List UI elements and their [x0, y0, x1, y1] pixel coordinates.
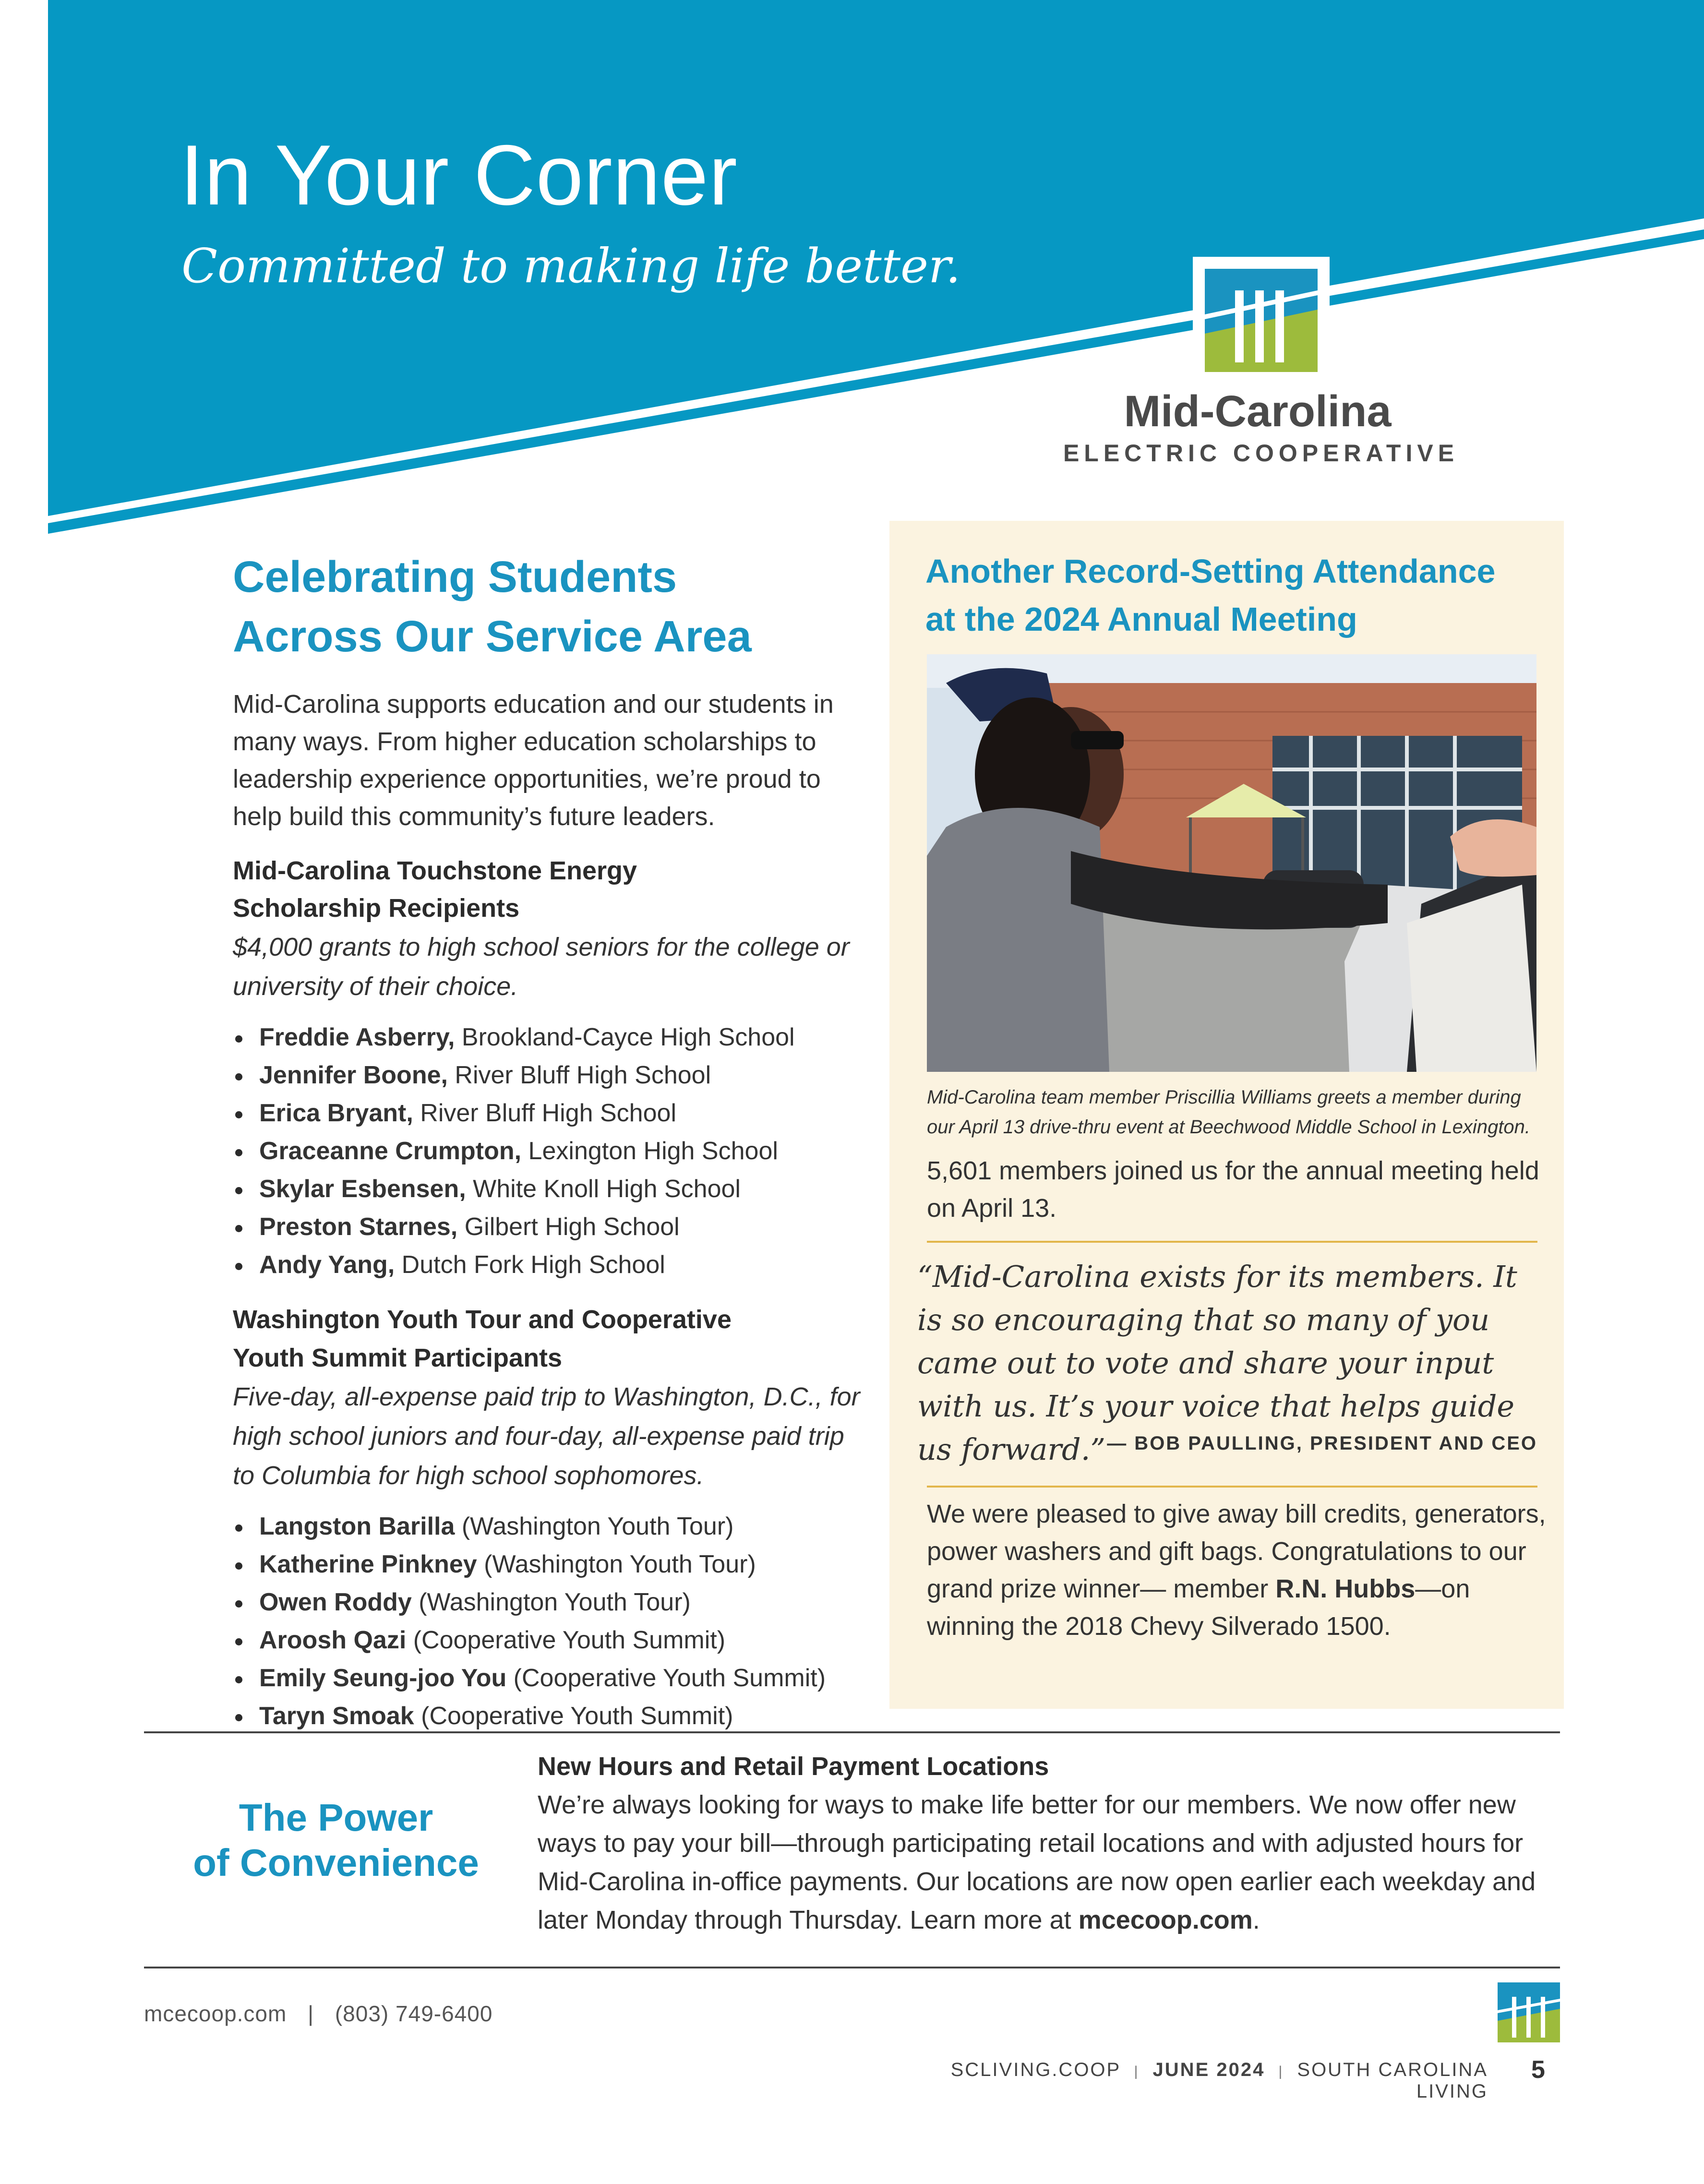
students-heading-line2: Across Our Service Area — [233, 612, 752, 661]
folio-site: SCLIVING.COOP — [950, 2059, 1121, 2080]
students-section — [233, 547, 871, 1735]
list-item — [233, 1056, 871, 1094]
new-hours-section — [538, 1747, 1560, 1939]
ceo-quote: “Mid-Carolina exists for its members. It is so encouraging that so many of you came out to vote and share your input with us. It’s your voice that helps guide us forward.” — [917, 1259, 1517, 1467]
folio-issue: JUNE 2024 — [1152, 2059, 1265, 2080]
annual-meeting-sidebar — [889, 521, 1564, 1709]
students-intro: Mid-Carolina supports education and our students in many ways. From higher education scholarships to leadership experience opportunities, we’re proud to help build this community’s future leaders. — [233, 690, 834, 831]
new-hours-body-end: . — [1252, 1906, 1260, 1934]
list-item — [233, 1621, 871, 1659]
giveaway-text-end: —on winning the 2018 Chevy Silverado 1500. — [927, 1574, 1470, 1641]
participant-name: Katherine Pinkney — [259, 1550, 477, 1578]
meeting-heading — [925, 547, 1549, 643]
footer-separator: | — [308, 2001, 314, 2026]
divider — [144, 1967, 1560, 1968]
youth-tour-heading-line1: Washington Youth Tour and Cooperative — [233, 1305, 732, 1334]
recipient-name: Erica Bryant, — [259, 1099, 413, 1127]
recipient-name: Freddie Asberry, — [259, 1023, 455, 1051]
grand-prize-winner: R.N. Hubbs — [1275, 1574, 1416, 1603]
list-item — [233, 1246, 871, 1284]
meeting-heading-line2: at the 2024 Annual Meeting — [925, 600, 1357, 638]
annual-meeting-photo — [927, 654, 1536, 1072]
logo-name: Mid-Carolina — [1124, 387, 1392, 436]
mid-carolina-logo-icon — [1193, 257, 1330, 372]
folio: SCLIVING.COOP | JUNE 2024 | SOUTH CAROLINA LIVING — [950, 2059, 1488, 2102]
students-heading-line1: Celebrating Students — [233, 552, 677, 601]
quote-attribution: — BOB PAULLING, PRESIDENT AND CEO — [1107, 1433, 1537, 1454]
recipient-school: Dutch Fork High School — [395, 1251, 665, 1279]
youth-tour-description: Five-day, all-expense paid trip to Washington, D.C., for high school juniors and four-day, all-expense paid trip to Columbia for high school sophomores. — [233, 1382, 860, 1490]
participant-name: Aroosh Qazi — [259, 1626, 407, 1654]
giveaway-text-start: We were pleased to give away bill credits, generators, power washers and gift bags. Congratulations to our grand prize winner— member — [927, 1500, 1546, 1603]
scholarship-heading — [233, 852, 871, 927]
list-item — [233, 1508, 871, 1546]
participant-program: (Washington Youth Tour) — [411, 1588, 691, 1616]
page-title: In Your Corner — [180, 127, 738, 223]
recipient-school: Brookland-Cayce High School — [455, 1023, 795, 1051]
footer-contact — [144, 2001, 492, 2027]
convenience-heading — [173, 1795, 499, 1885]
recipient-name: Skylar Esbensen, — [259, 1175, 466, 1203]
list-item — [233, 1208, 871, 1246]
list-item — [233, 1546, 871, 1584]
footer-website[interactable]: mcecoop.com — [144, 2001, 287, 2026]
scholarship-heading-line1: Mid-Carolina Touchstone Energy — [233, 856, 637, 885]
recipient-school: White Knoll High School — [466, 1175, 741, 1203]
list-item — [233, 1170, 871, 1208]
recipient-name: Graceanne Crumpton, — [259, 1137, 522, 1165]
list-item — [233, 1584, 871, 1621]
participant-program: (Washington Youth Tour) — [455, 1512, 734, 1540]
attendance-text: 5,601 members joined us for the annual meeting held on April 13. — [927, 1156, 1539, 1223]
website-link[interactable]: mcecoop.com — [1078, 1906, 1253, 1934]
participant-name: Taryn Smoak — [259, 1702, 414, 1730]
recipient-school: Gilbert High School — [457, 1213, 680, 1241]
participant-name: Owen Roddy — [259, 1588, 412, 1616]
convenience-heading-line1: The Power — [239, 1796, 433, 1839]
scholarship-description: $4,000 grants to high school seniors for the college or university of their choice. — [233, 933, 850, 1001]
photo-caption: Mid-Carolina team member Priscillia Williams greets a member during our April 13 drive-thru event at Beechwood Middle School in Lexington. — [927, 1087, 1531, 1138]
participant-name: Langston Barilla — [259, 1512, 455, 1540]
list-item — [233, 1132, 871, 1170]
list-item — [233, 1019, 871, 1056]
recipient-school: River Bluff High School — [413, 1099, 676, 1127]
participant-name: Emily Seung-joo You — [259, 1664, 507, 1692]
recipient-school: River Bluff High School — [447, 1061, 711, 1089]
list-item — [233, 1659, 871, 1697]
folio-magazine: SOUTH CAROLINA LIVING — [1297, 2059, 1488, 2102]
divider — [927, 1241, 1537, 1243]
page-tagline: Committed to making life better. — [181, 239, 961, 294]
convenience-heading-line2: of Convenience — [193, 1841, 479, 1884]
new-hours-body: We’re always looking for ways to make life better for our members. We now offer new ways to pay your bill—through participating retail locations and with adjusted hours for Mid-Carolina in-office payments. Our locations are now open earlier each weekday and later Monday through Thursday. Learn more at — [538, 1790, 1536, 1934]
recipient-name: Jennifer Boone, — [259, 1061, 448, 1089]
participant-program: (Washington Youth Tour) — [477, 1550, 756, 1578]
list-item — [233, 1094, 871, 1132]
list-item — [233, 1697, 871, 1735]
recipient-school: Lexington High School — [521, 1137, 778, 1165]
recipient-name: Preston Starnes, — [259, 1213, 458, 1241]
divider — [144, 1731, 1560, 1733]
scholarship-list — [233, 1019, 871, 1284]
meeting-heading-line1: Another Record-Setting Attendance — [925, 552, 1496, 590]
recipient-name: Andy Yang, — [259, 1251, 395, 1279]
giveaway-text — [927, 1495, 1546, 1645]
new-hours-heading: New Hours and Retail Payment Locations — [538, 1752, 1049, 1781]
mid-carolina-logo-icon — [1498, 1982, 1560, 2042]
page-number: 5 — [1531, 2056, 1545, 2084]
footer-phone: (803) 749-6400 — [335, 2001, 493, 2026]
divider — [927, 1486, 1537, 1488]
participant-program: (Cooperative Youth Summit) — [406, 1626, 726, 1654]
scholarship-heading-line2: Scholarship Recipients — [233, 894, 520, 923]
participant-program: (Cooperative Youth Summit) — [506, 1664, 826, 1692]
youth-tour-list — [233, 1508, 871, 1735]
new-hours-text — [538, 1786, 1560, 1939]
logo-subtitle: ELECTRIC COOPERATIVE — [1063, 440, 1459, 467]
youth-tour-heading-line2: Youth Summit Participants — [233, 1344, 563, 1372]
youth-tour-heading — [233, 1300, 871, 1377]
students-heading — [233, 547, 871, 666]
participant-program: (Cooperative Youth Summit) — [414, 1702, 733, 1730]
